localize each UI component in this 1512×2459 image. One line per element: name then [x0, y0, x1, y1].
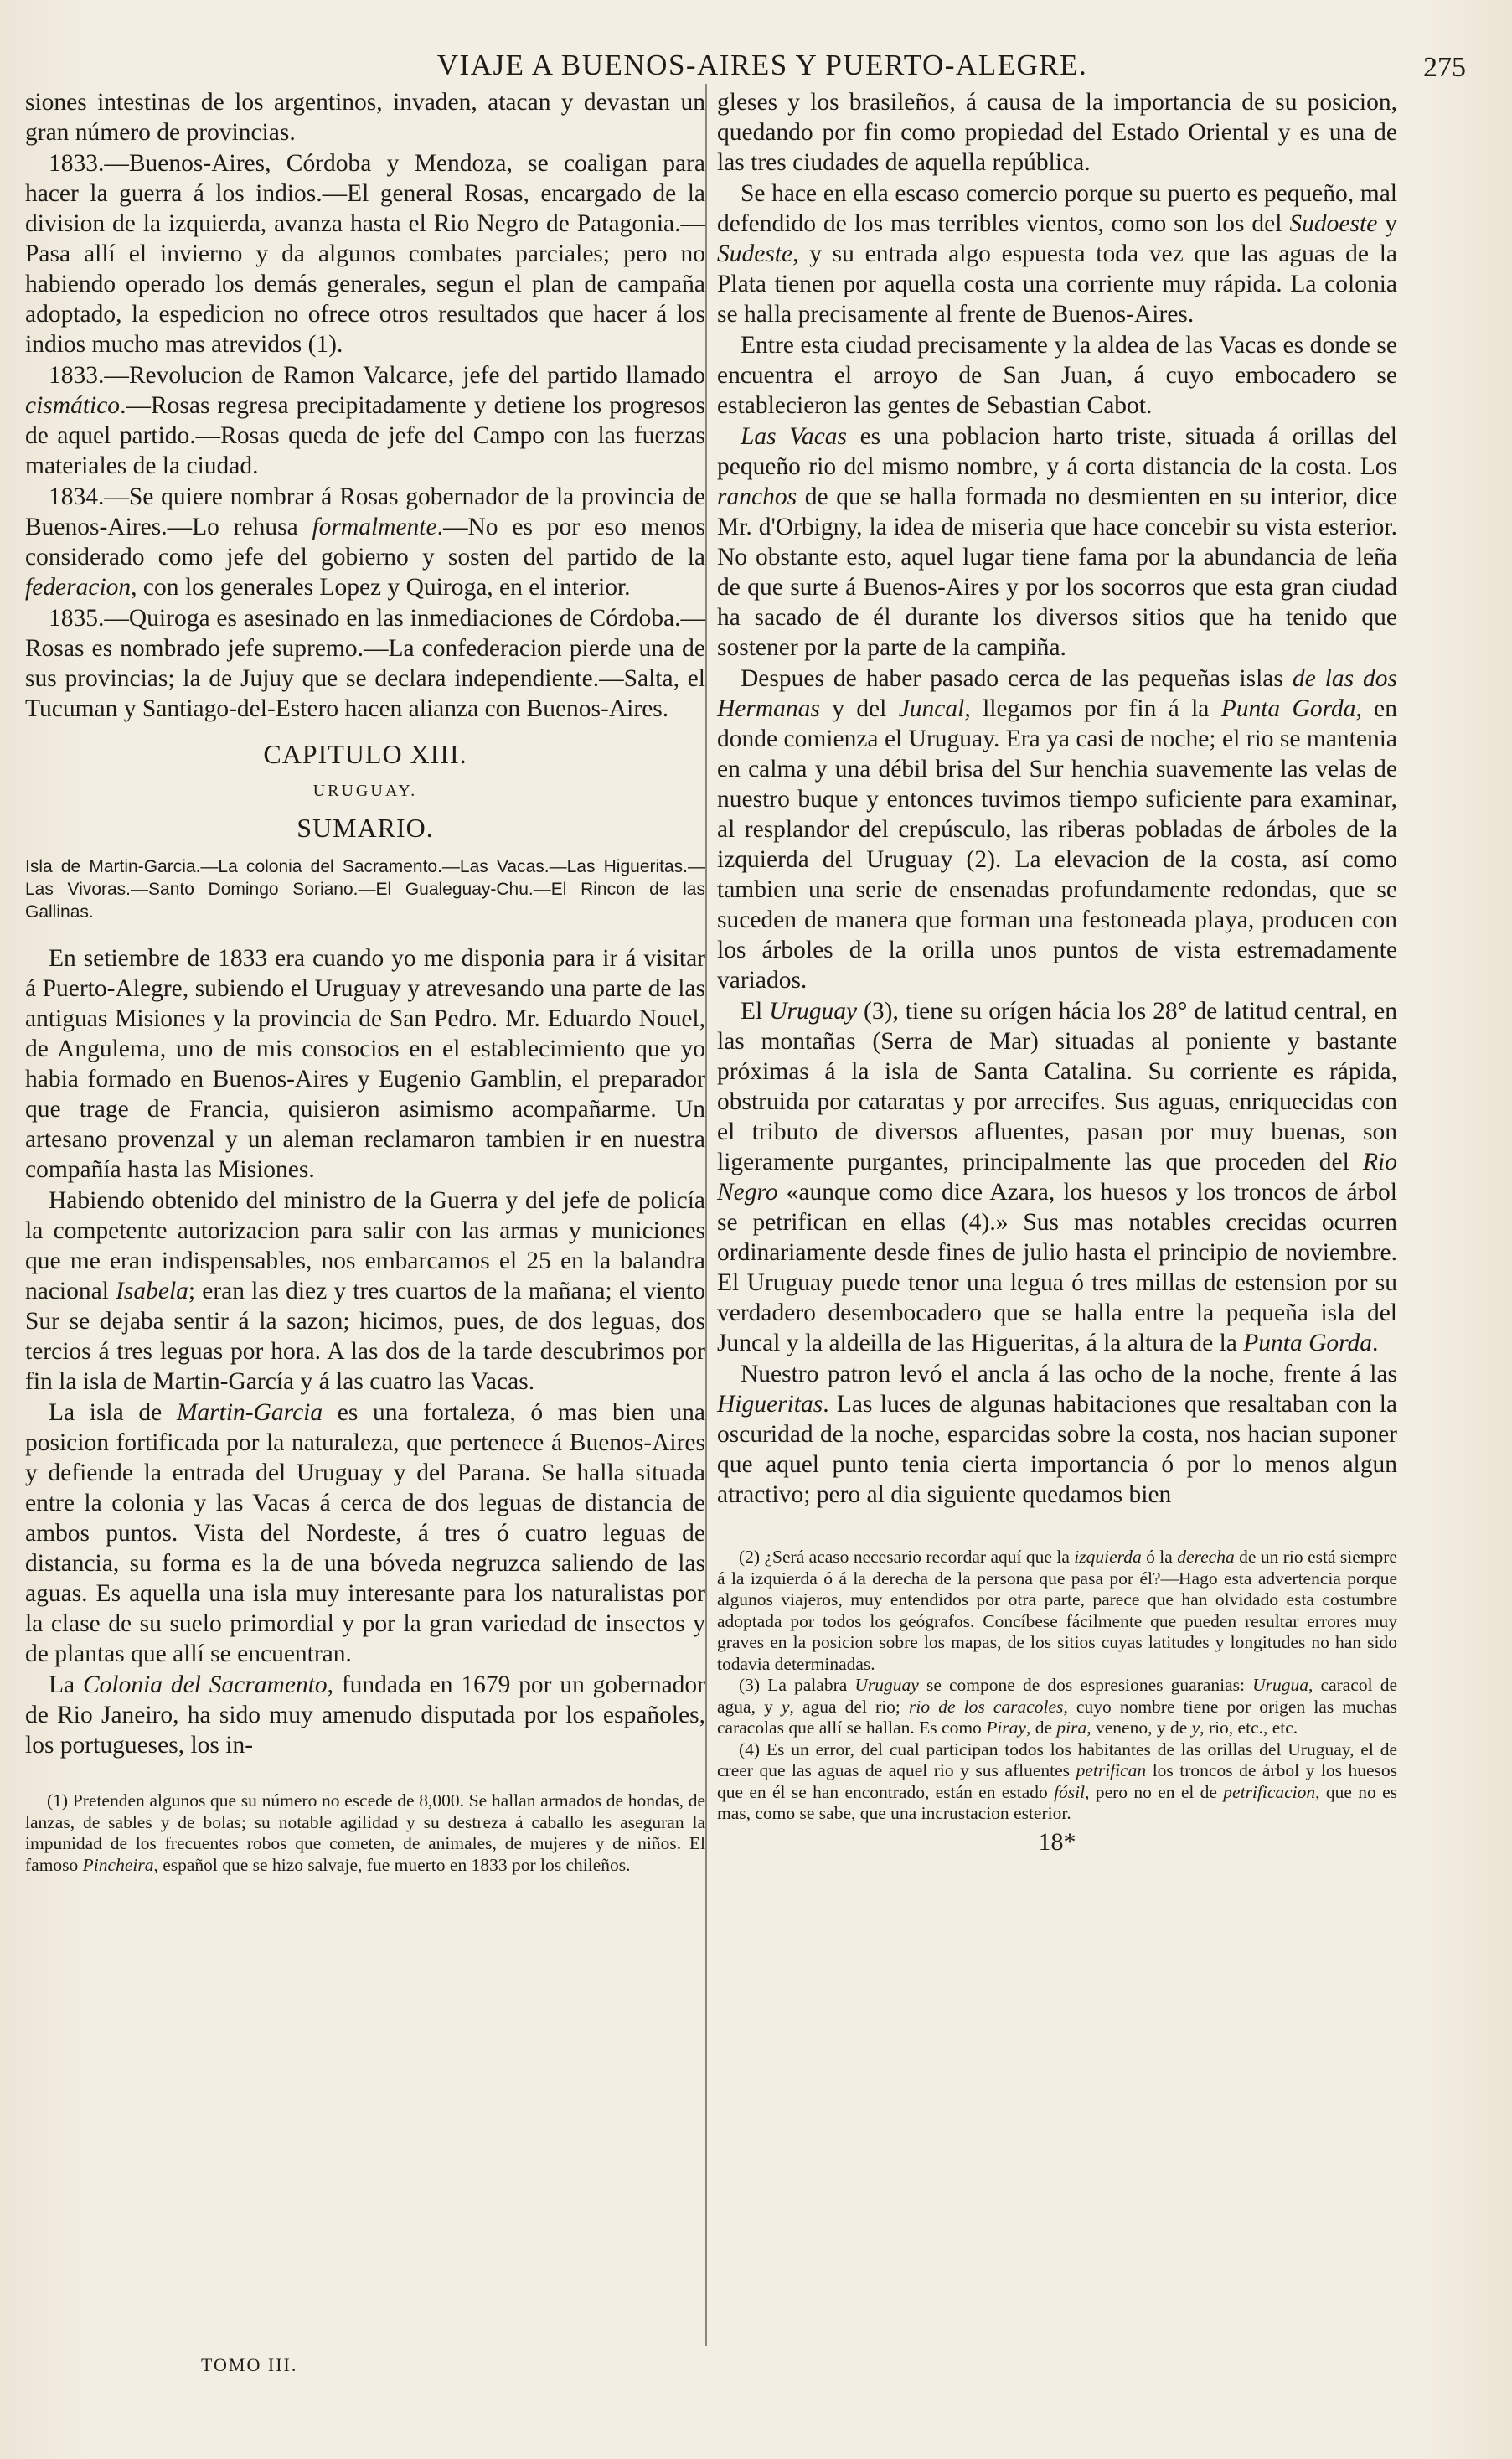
paragraph: 1833.—Revolucion de Ramon Valcarce, jefe del partido llamado cismático.—Rosas regresa precipitadamente y detiene los progresos de aquel partido.—Rosas queda de jefe del Campo con las fuerzas materiales de la ciudad. — [25, 362, 705, 479]
running-title: VIAJE A BUENOS-AIRES Y PUERTO-ALEGRE. — [436, 49, 1088, 81]
paragraph: Habiendo obtenido del ministro de la Guerra y del jefe de policía la competente autorizacion para salir con las armas y municiones que me eran indispensables, nos embarcamos el 25 en la balandra nacional Isabela; eran las diez y tres cuartos de la mañana; el viento Sur se dejaba sentir á la sazon; hicimos, pues, de dos leguas, dos tercios á tres leguas por hora. A las dos de la tarde descubrimos por fin la isla de Martin-García y á las cuatro las Vacas. — [25, 1187, 705, 1395]
paragraph: El Uruguay (3), tiene su orígen hácia los 28° de latitud central, en las montañas (Serra de Mar) situadas al poniente y bastante próximas á la isla de Santa Catalina. Su corriente es rápida, obstruida por cataratas y por arrecifes. Sus aguas, enriquecidas con el tributo de diversos afluentes, pasan por muy buenas, son ligeramente purgantes, principalmente las que proceden del Rio Negro «aunque como dice Azara, los huesos y los troncos de árbol se petrifican en ellas (4).» Sus mas notables crecidas ocurren ordinariamente desde fines de julio hasta el principio de noviembre. El Uruguay puede tenor una legua ó tres millas de estension por su verdadero desembocadero que se halla entre la pequeña isla del Juncal y la aldeilla de las Higueritas, á la altura de la Punta Gorda. — [717, 998, 1397, 1356]
paragraph: Se hace en ella escaso comercio porque su puerto es pequeño, mal defendido de los mas terribles vientos, como son los del Sudoeste y Sudeste, y su entrada algo espuesta toda vez que las aguas de la Plata tienen por aquella costa una corriente muy rápida. La colonia se halla precisamente al frente de Buenos-Aires. — [717, 180, 1397, 328]
paragraph: 1833.—Buenos-Aires, Córdoba y Mendoza, se coaligan para hacer la guerra á los indios.—El general Rosas, encargado de la division de la izquierda, avanza hasta el Rio Negro de Patagonia.—Pasa allí el invierno y da algunos combates parciales; pero no habiendo operado los demás generales, segun el plan de campaña adoptado, la espedicion no ofrece otros resultados que hacer á los indios mucho mas atrevidos (1). — [25, 150, 705, 358]
footnote-3: (3) La palabra Uruguay se compone de dos espresiones guaranias: Urugua, caracol de agua, y y, agua del rio; rio de los caracoles, cuyo nombre tiene por origen las muchas caracolas que allí se hallan. Es como Piray, de pira, veneno, y de y, rio, etc., etc. — [717, 1675, 1397, 1738]
paragraph: Las Vacas es una poblacion harto triste, situada á orillas del pequeño rio del mismo nombre, y á corta distancia de la costa. Los ranchos de que se halla formada no desmienten en su interior, dice Mr. d'Orbigny, la idea de miseria que hace concebir su vista esterior. No obstante esto, aquel lugar tiene fama por la abundancia de leña de que surte á Buenos-Aires y por los socorros que esta gran ciudad ha sacado de él durante los diversos sitios que ha tenido que sostener por la parte de la campiña. — [717, 423, 1397, 661]
left-column — [25, 87, 705, 1876]
footnote-1: (1) Pretenden algunos que su número no escede de 8,000. Se hallan armados de hondas, de lanzas, de sables y de bolas; su notable agilidad y su destreza á caballo les aseguran la impunidad de los frecuentes robos que cometen, de animales, de mujeres y de niños. El famoso Pincheira, español que se hizo salvaje, fue muerto en 1833 por los chileños. — [25, 1790, 705, 1875]
paragraph: siones intestinas de los argentinos, invaden, atacan y devastan un gran número de provincias. — [25, 89, 705, 146]
volume-signature: TOMO III. — [201, 2354, 298, 2375]
sumario-text: Isla de Martin-Garcia.—La colonia del Sacramento.—Las Vacas.—Las Higueritas.—Las Vivoras.—Santo Domingo Soriano.—El Gualeguay-Chu.—El Rincon de las Gallinas. — [25, 857, 705, 922]
paragraph: 1834.—Se quiere nombrar á Rosas gobernador de la provincia de Buenos-Aires.—Lo rehusa formalmente.—No es por eso menos considerado como jefe del gobierno y sosten del partido de la federacion, con los generales Lopez y Quiroga, en el interior. — [25, 483, 706, 601]
paragraph: Despues de haber pasado cerca de las pequeñas islas de las dos Hermanas y del Juncal, llegamos por fin á la Punta Gorda, en donde comienza el Uruguay. Era ya casi de noche; el rio se mantenia en calma y una débil brisa del Sur henchia suavemente las velas de nuestro buque y entonces tuvimos tiempo suficiente para examinar, al resplandor del crepúsculo, las riberas pobladas de árboles de la izquierda del Uruguay (2). La elevacion de la costa, así como tambien una serie de ensenadas profundamente redondas, que se suceden de manera que forman una festoneada playa, producen con los árboles de la orilla unos puntos de vista estremadamente variados. — [717, 665, 1398, 994]
right-column — [717, 87, 1397, 1857]
paragraph: La Colonia del Sacramento, fundada en 1679 por un gobernador de Rio Janeiro, ha sido muy amenudo disputada por los españoles, los portugueses, los in- — [25, 1671, 705, 1759]
column-divider — [705, 84, 707, 2346]
signature-mark: 18* — [1038, 1827, 1076, 1856]
chapter-subtitle: URUGUAY. — [312, 782, 418, 800]
paragraph: gleses y los brasileños, á causa de la importancia de su posicion, quedando por fin como propiedad del Estado Oriental y es una de las tres ciudades de aquella república. — [717, 89, 1397, 176]
page-number: 275 — [1423, 52, 1466, 83]
sumario-title: SUMARIO. — [297, 813, 434, 843]
page-header — [25, 49, 1499, 90]
paragraph: En setiembre de 1833 era cuando yo me disponia para ir á visitar á Puerto-Alegre, subiendo el Uruguay y atrevesando una parte de las antiguas Misiones y la provincia de San Pedro. Mr. Eduardo Nouel, de Angulema, uno de mis consocios en el establecimiento que yo habia formado en Buenos-Aires y Eugenio Gamblin, el preparador que trage de Francia, quisieron asimismo acompañarme. Un artesano provenzal y un aleman reclamaron tambien ir en nuestra compañía hasta las Misiones. — [25, 945, 705, 1183]
footnote-4: (4) Es un error, del cual participan todos los habitantes de las orillas del Uruguay, el de creer que las aguas de aquel rio y sus afluentes petrifican los troncos de árbol y los huesos que en él se han encontrado, están en estado fósil, pero no en el de petrificacion, que no es mas, como se sabe, que una incrustacion esterior. — [717, 1738, 1397, 1823]
paragraph: Nuestro patron levó el ancla á las ocho de la noche, frente á las Higueritas. Las luces de algunas habitaciones que resaltaban con la oscuridad de la noche, esparcidas sobre la costa, nos hacian suponer que aquel punto tenia cierta importancia ó por lo menos algun atractivo; pero al dia siguiente quedamos bien — [717, 1361, 1397, 1508]
paragraph: La isla de Martin-Garcia es una fortaleza, ó mas bien una posicion fortificada por la naturaleza, que pertenece á Buenos-Aires y defiende la entrada del Uruguay y del Parana. Se halla situada entre la colonia y las Vacas á cerca de dos leguas de distancia de ambos puntos. Vista del Nordeste, á tres ó cuatro leguas de distancia, su forma es la de una bóveda negruzca saliendo de las aguas. Es aquella una isla muy interesante para los naturalistas por la clase de su suelo primordial y por la gran variedad de insectos y de plantas que allí se encuentran. — [25, 1399, 705, 1667]
chapter-title: CAPITULO XIII. — [263, 739, 467, 769]
paragraph: 1835.—Quiroga es asesinado en las inmediaciones de Córdoba.—Rosas es nombrado jefe supremo.—La confederacion pierde una de sus provincias; la de Jujuy que se declara independiente.—Salta, el Tucuman y Santiago-del-Estero hacen alianza con Buenos-Aires. — [25, 605, 705, 722]
footnote-2: (2) ¿Será acaso necesario recordar aquí que la izquierda ó la derecha de un rio está siempre á la izquierda ó á la derecha de la persona que pasa por él?—Hago esta advertencia porque algunos viajeros, muy entendidos por otra parte, parece que han olvidado esta costumbre adoptada por todos los geógrafos. Concíbese fácilmente que pueden resultar errores muy graves en la posicion sobre los mapas, de los sitios cuyas latitudes y longitudes no han sido todavia determinadas. — [717, 1547, 1397, 1674]
paragraph: Entre esta ciudad precisamente y la aldea de las Vacas es donde se encuentra el arroyo de San Juan, á cuyo embocadero se establecieron las gentes de Sebastian Cabot. — [717, 332, 1397, 419]
